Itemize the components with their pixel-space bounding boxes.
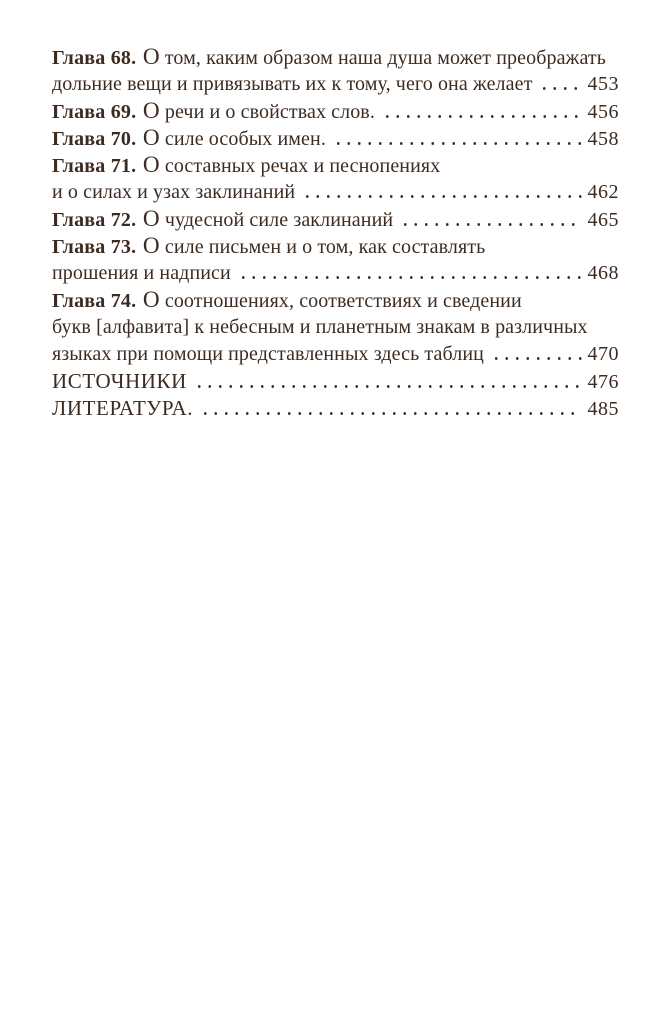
chapter-number-label: Глава 74. — [52, 290, 137, 312]
page-number: 462 — [587, 181, 619, 203]
toc-row — [52, 395, 619, 422]
page-number: 476 — [587, 371, 619, 393]
toc-row — [52, 368, 619, 395]
table-of-contents — [52, 44, 619, 422]
dot-leader — [238, 276, 582, 279]
toc-row — [52, 206, 619, 233]
chapter-number-label: Глава 72. — [52, 209, 137, 231]
toc-row — [52, 125, 619, 152]
toc-row — [52, 341, 619, 368]
chapter-number-label: Глава 71. — [52, 155, 137, 177]
entry-title-text: дольние вещи и привязывать их к тому, чего она желает — [52, 73, 533, 95]
page-number: 470 — [587, 343, 619, 365]
toc-row — [52, 98, 619, 125]
dot-leader — [491, 357, 582, 360]
page-number: 456 — [587, 101, 619, 123]
dot-leader — [302, 195, 581, 198]
entry-title-text: и о силах и узах заклинаний — [52, 181, 296, 203]
toc-row — [52, 152, 619, 179]
entry-title-text: ИСТОЧНИКИ — [52, 369, 187, 393]
dot-leader — [194, 385, 582, 388]
dot-leader — [333, 142, 582, 145]
toc-row — [52, 71, 619, 98]
chapter-number-label: Глава 73. — [52, 236, 137, 258]
entry-title-text: О силе особых имен. — [142, 125, 326, 151]
dot-leader — [400, 223, 581, 226]
entry-title-text: ЛИТЕРАТУРА. — [52, 396, 194, 420]
dot-leader — [200, 412, 581, 415]
toc-row — [52, 260, 619, 287]
page-number: 453 — [587, 73, 619, 95]
toc-row — [52, 179, 619, 206]
chapter-number-label: Глава 68. — [52, 47, 137, 69]
entry-title-text: О речи и о свойствах слов. — [142, 98, 375, 124]
page-number: 485 — [587, 398, 619, 420]
entry-title-text: языках при помощи представленных здесь таблиц — [52, 343, 484, 365]
page-number: 468 — [587, 262, 619, 284]
toc-row — [52, 44, 619, 71]
page-number: 465 — [587, 209, 619, 231]
entry-title-text: О составных речах и песнопениях — [142, 152, 441, 178]
chapter-number-label: Глава 69. — [52, 101, 137, 123]
dot-leader — [539, 87, 581, 90]
chapter-number-label: Глава 70. — [52, 128, 137, 150]
toc-row — [52, 314, 619, 341]
toc-row — [52, 287, 619, 314]
entry-title-text: прошения и надписи — [52, 262, 231, 284]
entry-title-text: О соотношениях, соответствиях и сведении — [142, 287, 522, 313]
entry-title-text: О силе письмен и о том, как составлять — [142, 233, 486, 259]
entry-title-text: О том, каким образом наша душа может преображать — [142, 44, 606, 70]
entry-title-text: букв [алфавита] к небесным и планетным знакам в различных — [52, 316, 588, 338]
entry-title-text: О чудесной силе заклинаний — [142, 206, 394, 232]
dot-leader — [382, 115, 582, 118]
toc-row — [52, 233, 619, 260]
page-number: 458 — [587, 128, 619, 150]
